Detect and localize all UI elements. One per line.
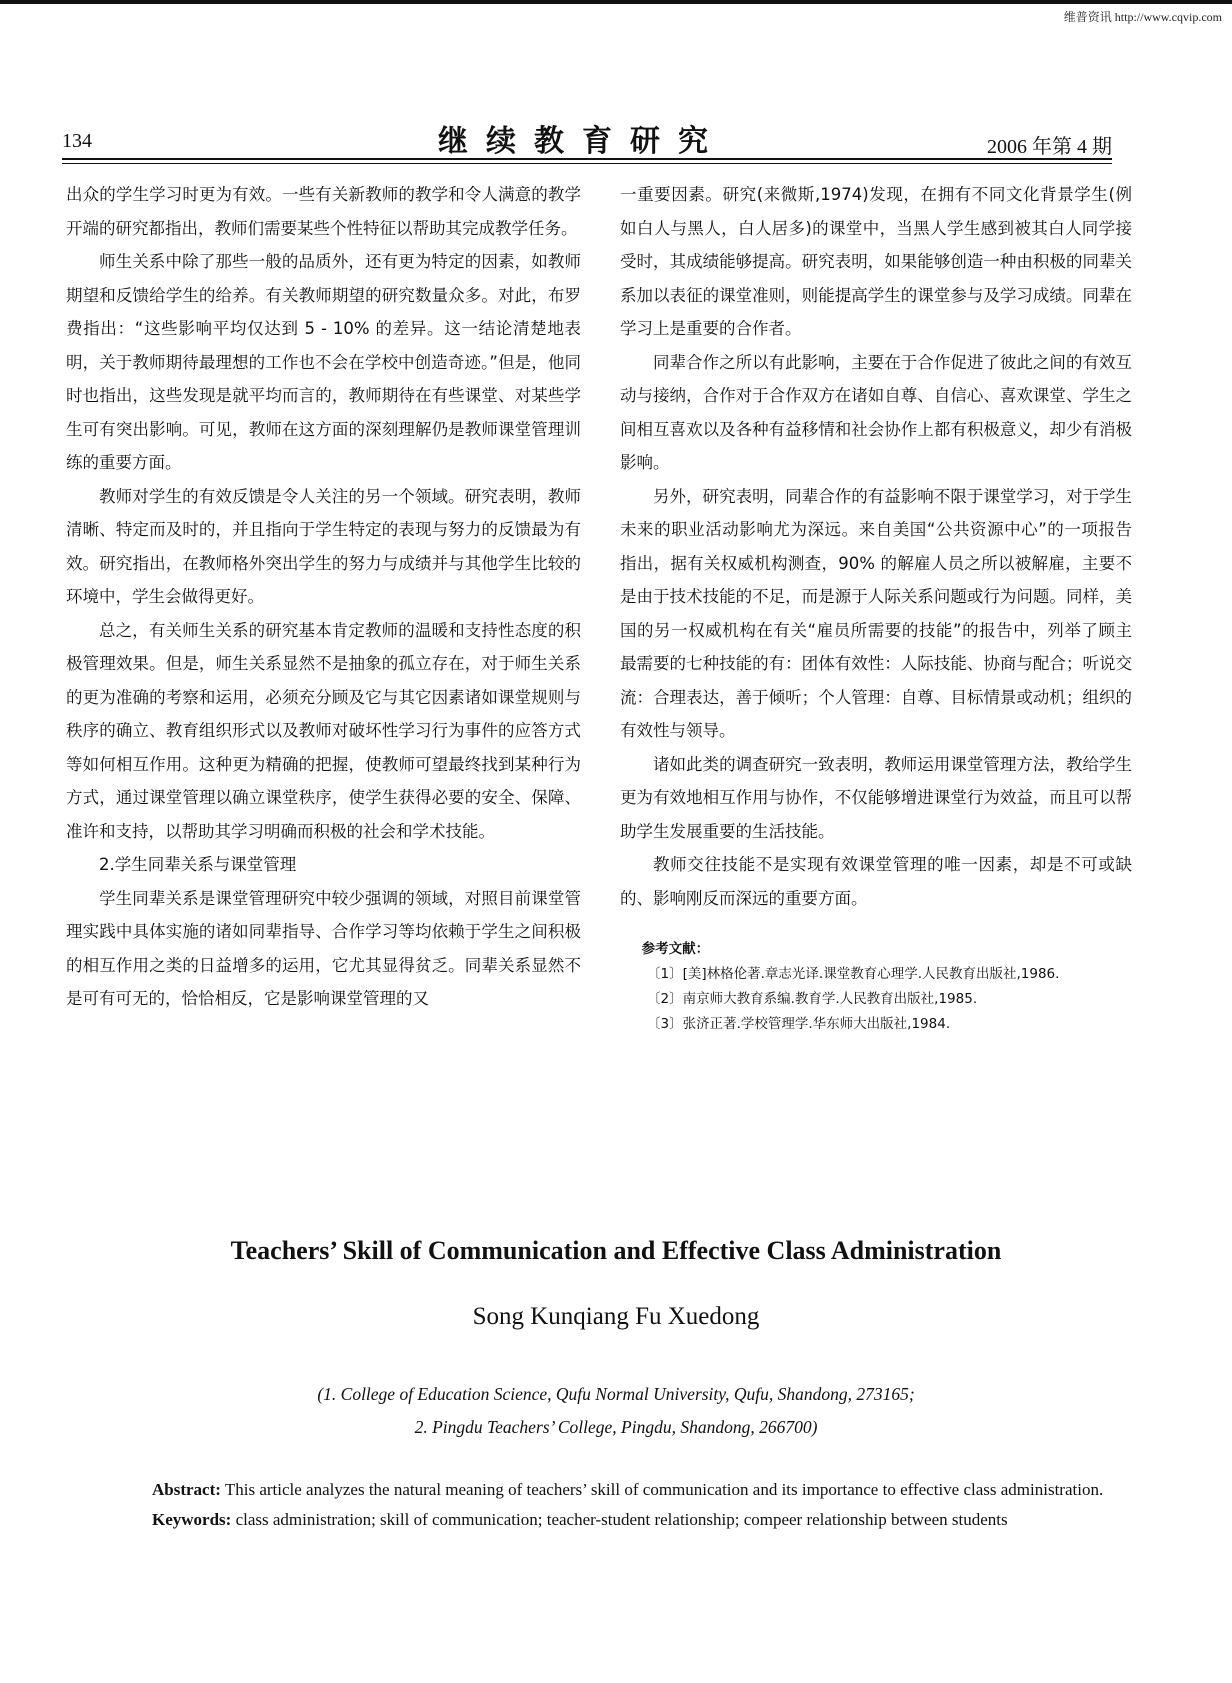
section-heading: 2.学生同辈关系与课堂管理 xyxy=(99,855,297,874)
abstract xyxy=(118,1476,1128,1504)
keywords-text: class administration; skill of communication; teacher-student relationship; compeer relationship between students xyxy=(231,1510,1008,1529)
paragraph: 诸如此类的调查研究一致表明，教师运用课堂管理方法，教给学生更为有效地相互作用与协作，不仅能够增进课堂行为效益，而且可以帮助学生发展重要的生活技能。 xyxy=(620,754,1132,841)
english-title: Teachers’ Skill of Communication and Effective Class Administration xyxy=(230,1236,1002,1265)
keywords-label: Keywords: xyxy=(152,1510,232,1529)
paragraph: 总之，有关师生关系的研究基本肯定教师的温暖和支持性态度的积极管理效果。但是，师生关系显然不是抽象的孤立存在，对于师生关系的更为准确的考察和运用，必须充分顾及它与其它因素诸如课堂规则与秩序的确立、教育组织形式以及教师对破坏性学习行为事件的应答方式等如何相互作用。这种更为精确的把握，使教师可望最终找到某种行为方式，通过课堂管理以确立课堂秩序，使学生获得必要的安全、保障、准许和支持，以帮助其学习明确而积极的社会和学术技能。 xyxy=(66,620,581,841)
source-watermark: 维普资讯 http://www.cqvip.com xyxy=(1063,10,1222,24)
affiliation-2: 2. Pingdu Teachers’ College, Pingdu, Shandong, 266700) xyxy=(414,1417,818,1437)
page-number: 134 xyxy=(62,130,92,152)
paragraph: 师生关系中除了那些一般的品质外，还有更为特定的因素，如教师期望和反馈给学生的给养。有关教师期望的研究数量众多。对此，布罗费指出：“这些影响平均仅达到 5 - 10% 的差异。这一结论清楚地表明，关于教师期待最理想的工作也不会在学校中创造奇迹。”但是，他同时也指出，这些发现是就平均而言的，教师期待在有些课堂、对某些学生可有突出影响。可见，教师在这方面的深刻理解仍是教师课堂管理训练的重要方面。 xyxy=(66,252,581,472)
references xyxy=(620,937,1132,1037)
reference-item: 〔3〕张济正著.学校管理学.华东师大出版社,1984. xyxy=(647,1016,951,1032)
english-authors: Song Kunqiang Fu Xuedong xyxy=(472,1303,760,1330)
abstract-label: Abstract: xyxy=(152,1480,221,1499)
header-rule xyxy=(62,158,1112,164)
scan-top-border xyxy=(0,0,1232,4)
paragraph: 教师对学生的有效反馈是令人关注的另一个领域。研究表明，教师清晰、特定而及时的，并且指向于学生特定的表现与努力的反馈最为有效。研究指出，在教师格外突出学生的努力与成绩并与其他学生比较的环境中，学生会做得更好。 xyxy=(66,486,581,606)
paragraph: 一重要因素。研究(来微斯,1974)发现，在拥有不同文化背景学生(例如白人与黑人，白人居多)的课堂中，当黑人学生感到被其白人同学接受时，其成绩能够提高。研究表明，如果能够创造一种由积极的同辈关系加以表征的课堂准则，则能提高学生的课堂参与及学习成绩。同辈在学习上是重要的合作者。 xyxy=(620,185,1132,338)
paragraph: 另外，研究表明，同辈合作的有益影响不限于课堂学习，对于学生未来的职业活动影响尤为深远。来自美国“公共资源中心”的一项报告指出，据有关权威机构测查，90% 的解雇人员之所以被解雇，主要不是由于技术技能的不足，而是源于人际关系问题或行为问题。同样，美国的另一权威机构在有关“雇员所需要的技能”的报告中，列举了顾主最需要的七种技能的有：团体有效性：人际技能、协商与配合；听说交流：合理表达，善于倾听；个人管理：自尊、目标情景或动机；组织的有效性与领导。 xyxy=(620,486,1132,740)
english-affiliations xyxy=(0,1378,1232,1444)
left-column xyxy=(66,178,581,1016)
paragraph: 出众的学生学习时更为有效。一些有关新教师的教学和令人满意的教学开端的研究都指出，教师们需要某些个性特征以帮助其完成教学任务。 xyxy=(66,185,581,238)
paragraph: 学生同辈关系是课堂管理研究中较少强调的领域，对照目前课堂管理实践中具体实施的诸如同辈指导、合作学习等均依赖于学生之间积极的相互作用之类的日益增多的运用，它尤其显得贫乏。同辈关系显然不是可有可无的，恰恰相反，它是影响课堂管理的又 xyxy=(66,888,581,1008)
paragraph: 同辈合作之所以有此影响，主要在于合作促进了彼此之间的有效互动与接纳，合作对于合作双方在诸如自尊、自信心、喜欢课堂、学生之间相互喜欢以及各种有益移情和社会协作上都有积极意义，却少有消极影响。 xyxy=(620,352,1132,472)
english-abstract-block xyxy=(118,1476,1128,1536)
keywords xyxy=(118,1506,1128,1534)
reference-item: 〔1〕[美]林格伦著.章志光译.课堂教育心理学.人民教育出版社,1986. xyxy=(647,966,1060,982)
paragraph: 教师交往技能不是实现有效课堂管理的唯一因素，却是不可或缺的、影响刚反而深远的重要方面。 xyxy=(620,855,1132,908)
references-title: 参考文献： xyxy=(641,941,710,957)
journal-title: 继续教育研究 xyxy=(438,124,726,159)
reference-item: 〔2〕南京师大教育系编.教育学.人民教育出版社,1985. xyxy=(647,991,978,1007)
right-column xyxy=(620,178,1132,1037)
abstract-text: This article analyzes the natural meaning of teachers’ skill of communication and its importance to effective class administration. xyxy=(220,1480,1104,1499)
running-header xyxy=(62,116,1112,159)
affiliation-1: (1. College of Education Science, Qufu Normal University, Qufu, Shandong, 273165; xyxy=(317,1384,915,1404)
issue-label: 2006 年第 4 期 xyxy=(987,136,1112,158)
